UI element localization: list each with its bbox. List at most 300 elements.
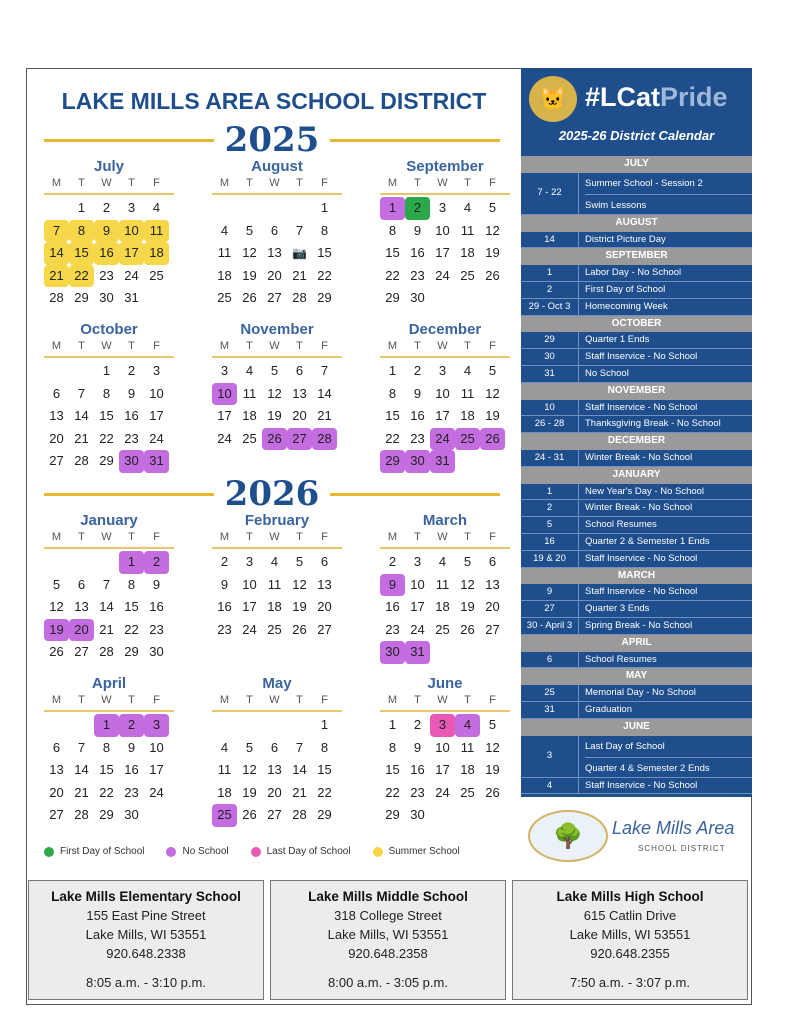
day-cell: 2 [127,363,136,378]
weekday-header [44,531,174,549]
event-date: 24 - 31 [521,450,579,466]
weekday-label: T [128,340,135,352]
month-name: November [240,321,314,338]
day-cell: 22 [385,784,400,800]
day-cell: 30 [119,450,144,473]
day-cell: 17 [435,762,450,777]
day-cell: 19 [242,267,257,283]
weekday-label: W [269,531,280,543]
day-cell: 6 [77,576,86,592]
event-row [521,534,752,551]
day-cell: 16 [410,408,425,423]
month-section-header: NOVEMBER [521,383,752,400]
day-cell: 11 [267,576,282,592]
day-cell: 15 [69,242,94,265]
weekday-label: F [153,531,160,543]
day-cell: 8 [388,222,397,238]
legend-label: No School [182,846,229,857]
month-name: September [406,158,484,175]
day-cell: 23 [410,784,425,800]
day-cell: 16 [385,599,400,614]
event-line: Summer School - Session 2 [585,177,703,189]
event-row [521,584,752,601]
day-cell: 1 [320,717,329,732]
day-cell: 20 [69,619,94,642]
day-cell: 15 [385,408,400,423]
weekday-label: W [269,177,280,189]
month-november [212,321,342,450]
event-date: 16 [521,534,579,550]
day-cell: 22 [385,267,400,283]
day-cell: 27 [74,644,89,659]
day-cell: 3 [430,714,455,737]
school-hours: 8:00 a.m. - 3:05 p.m. [328,975,448,990]
month-name: July [93,158,124,175]
day-cell: 12 [460,576,475,592]
legend-item [44,846,144,857]
day-cell: 23 [99,267,114,283]
day-cell: 20 [485,599,500,614]
event-desc: Staff Inservice - No School [585,401,698,413]
weekday-label: T [414,340,421,352]
event-row [521,736,752,778]
day-cell: 30 [124,807,139,822]
day-cell: 16 [410,245,425,260]
event-row [521,551,752,568]
day-cell: 7 [102,576,111,592]
day-cell: 7 [77,739,86,755]
blank-cell [262,197,287,220]
day-cell: 2 [102,200,111,215]
legend-dot-icon [373,847,383,857]
event-desc: Homecoming Week [585,300,668,312]
event-desc: Staff Inservice - No School [585,779,698,791]
day-cell: 4 [220,222,229,238]
day-cell: 18 [242,408,257,423]
event-row [521,332,752,349]
day-cell: 25 [435,621,450,637]
month-april [44,675,174,827]
day-cell: 9 [413,222,422,238]
day-cell: 20 [317,599,332,614]
day-cell: 5 [488,717,497,732]
event-date: 19 & 20 [521,551,579,567]
day-cell: 18 [217,267,232,283]
event-row [521,601,752,618]
event-desc: School Resumes [585,519,657,531]
weekday-label: F [153,340,160,352]
event-row [521,265,752,282]
event-date: 30 - April 3 [521,618,579,634]
weekday-label: T [414,177,421,189]
event-row [521,685,752,702]
day-cell: 4 [438,554,447,569]
weekday-label: M [387,340,398,352]
day-cell: 25 [460,267,475,283]
day-cell: 10 [212,383,237,406]
day-cell: 19 [485,245,500,260]
weekday-label: T [78,340,85,352]
day-cell: 31 [430,450,455,473]
weekday-header [44,340,174,358]
weekday-label: W [437,531,448,543]
event-row [521,500,752,517]
day-cell: 11 [217,762,232,777]
event-row [521,232,752,249]
day-cell: 25 [217,290,232,305]
day-cell: 3 [144,714,169,737]
day-cell: 27 [485,621,500,637]
day-cell: 8 [102,385,111,401]
event-row [521,652,752,669]
event-row [521,366,752,383]
day-cell: 25 [455,428,480,451]
day-cell: 26 [460,621,475,637]
weekday-label: W [101,694,112,706]
day-cell: 31 [124,290,139,305]
weekday-label: T [128,694,135,706]
day-cell: 23 [410,430,425,446]
day-cell: 2 [405,197,430,220]
event-desc: Staff Inservice - No School [585,552,698,564]
day-grid [44,714,169,827]
day-cell: 11 [460,385,475,401]
day-cell: 24 [242,621,257,637]
event-date: 25 [521,685,579,701]
event-desc: Winter Break - No School [585,502,693,514]
day-cell: 10 [435,385,450,401]
weekday-label: T [128,177,135,189]
event-desc: First Day of School [585,283,666,295]
school-city: Lake Mills, WI 53551 [327,927,449,942]
day-cell: 17 [435,245,450,260]
weekday-label: T [78,694,85,706]
blank-cell [287,714,312,737]
day-cell: 25 [267,621,282,637]
day-cell: 21 [317,408,332,423]
weekday-label: T [296,340,303,352]
weekday-label: F [489,177,496,189]
school-phone: 920.648.2355 [590,946,670,961]
event-date: 30 [521,349,579,365]
month-section-header: OCTOBER [521,316,752,333]
day-cell: 7 [295,739,304,755]
event-date: 29 - Oct 3 [521,299,579,315]
weekday-label: T [414,694,421,706]
day-cell: 29 [317,290,332,305]
weekday-label: W [269,340,280,352]
legend-label: Last Day of School [266,846,351,857]
day-cell: 19 [44,619,69,642]
day-grid [212,360,337,450]
day-cell: 27 [287,428,312,451]
day-cell: 12 [485,739,500,755]
day-cell: 5 [295,554,304,569]
day-cell: 12 [49,599,64,614]
day-cell: 17 [149,408,164,423]
day-cell: 11 [144,220,169,243]
page-title: LAKE MILLS AREA SCHOOL DISTRICT [61,88,487,114]
day-cell: 29 [385,807,400,822]
day-cell: 16 [149,599,164,614]
event-desc: School Resumes [585,653,657,665]
day-cell: 19 [485,762,500,777]
legend-label: First Day of School [60,846,145,857]
month-september [380,158,510,310]
event-desc: Winter Break - No School [585,451,693,463]
day-grid [380,551,505,664]
day-cell: 14 [292,762,307,777]
day-cell: 21 [44,265,69,288]
day-cell: 4 [270,554,279,569]
day-cell: 11 [460,222,475,238]
day-cell: 23 [217,621,232,637]
legend-dot-icon [44,847,54,857]
weekday-label: M [219,531,230,543]
hashtag-part: Pride [660,82,728,112]
event-desc: No School [585,367,629,379]
year-label: 2026 [224,474,320,514]
day-cell: 11 [435,576,450,592]
day-cell: 19 [292,599,307,614]
weekday-header [380,531,510,549]
day-cell: 1 [94,714,119,737]
legend-dot-icon [166,847,176,857]
blank-cell [69,551,94,574]
blank-cell [44,197,69,220]
day-grid [212,197,337,310]
day-cell: 22 [69,265,94,288]
weekday-label: T [78,531,85,543]
month-section-header: JANUARY [521,467,752,484]
weekday-label: W [101,177,112,189]
event-date: 3 [521,736,579,777]
weekday-label: T [246,340,253,352]
legend-item [166,846,228,857]
day-cell: 4 [152,200,161,215]
sidebar-subtitle: 2025-26 District Calendar [558,128,715,143]
weekday-label: T [246,177,253,189]
day-cell: 10 [149,739,164,755]
day-cell: 25 [212,804,237,827]
event-date: 27 [521,601,579,617]
month-january [44,512,174,664]
month-name: June [427,675,463,692]
school-name: Lake Mills Elementary School [51,889,241,904]
day-cell: 10 [435,739,450,755]
day-cell: 10 [119,220,144,243]
event-list [521,156,752,794]
day-cell: 23 [149,621,164,637]
event-date: 2 [521,500,579,516]
day-cell: 4 [463,363,472,378]
day-cell: 4 [463,200,472,215]
blank-cell [287,197,312,220]
month-march [380,512,510,664]
event-row [521,450,752,467]
day-grid [380,360,505,473]
day-cell: 6 [320,554,329,569]
day-cell: 21 [292,267,307,283]
weekday-header [212,340,342,358]
day-cell: 29 [385,290,400,305]
day-cell: 8 [388,385,397,401]
weekday-label: W [101,340,112,352]
blank-cell [212,197,237,220]
school-street: 155 East Pine Street [86,908,206,923]
day-cell: 26 [242,290,257,305]
weekday-label: F [153,177,160,189]
day-cell: 24 [217,430,232,446]
event-row [521,299,752,316]
day-cell: 14 [317,385,332,401]
day-cell: 4 [220,739,229,755]
school-info-card [512,880,748,1000]
school-hours: 7:50 a.m. - 3:07 p.m. [570,975,690,990]
day-cell: 6 [488,554,497,569]
day-cell: 15 [99,762,114,777]
month-name: August [251,158,303,175]
weekday-label: W [437,340,448,352]
event-date: 31 [521,366,579,382]
day-cell: 11 [242,385,257,401]
day-cell: 8 [320,222,329,238]
day-cell: 18 [460,408,475,423]
month-october [44,321,174,473]
event-date: 14 [521,232,579,248]
school-hours: 8:05 a.m. - 3:10 p.m. [86,975,206,990]
weekday-label: F [321,531,328,543]
event-date: 29 [521,332,579,348]
day-cell: 16 [124,762,139,777]
day-cell: 26 [485,784,500,800]
event-date: 2 [521,282,579,298]
day-cell: 9 [152,576,161,592]
event-desc: Graduation [585,703,633,715]
weekday-header [380,177,510,195]
year-label: 2025 [224,120,320,160]
month-name: May [262,675,292,692]
school-name: Lake Mills High School [556,889,704,904]
day-cell: 2 [220,554,229,569]
day-cell: 22 [317,784,332,800]
day-cell: 30 [149,644,164,659]
day-cell: 1 [119,551,144,574]
event-desc: Quarter 2 & Semester 1 Ends [585,535,710,547]
day-cell: 2 [413,717,422,732]
day-cell: 28 [74,807,89,822]
day-cell: 9 [413,385,422,401]
day-cell: 20 [267,267,282,283]
day-cell: 18 [217,784,232,800]
day-cell: 15 [317,762,332,777]
weekday-header [44,694,174,712]
day-grid [212,714,337,827]
weekday-label: W [437,177,448,189]
day-cell: 22 [124,621,139,637]
day-cell: 11 [217,245,232,260]
day-cell: 23 [124,430,139,446]
event-date: 1 [521,265,579,281]
day-cell: 14 [44,242,69,265]
district-calendar-sidebar [521,68,752,797]
weekday-header [212,694,342,712]
day-cell: 24 [149,784,164,800]
day-cell: 15 [385,762,400,777]
camera-icon: 📷 [292,246,307,260]
weekday-label: T [464,177,471,189]
weekday-label: T [296,694,303,706]
legend-item [251,846,351,857]
weekday-label: M [387,531,398,543]
day-cell: 1 [388,363,397,378]
day-cell: 14 [74,762,89,777]
day-cell: 24 [435,267,450,283]
month-name: October [80,321,138,338]
school-city: Lake Mills, WI 53551 [569,927,691,942]
weekday-label: W [269,694,280,706]
school-city: Lake Mills, WI 53551 [85,927,207,942]
day-cell: 27 [49,807,64,822]
day-grid [212,551,337,641]
day-cell: 21 [74,784,89,800]
month-section-header: APRIL [521,635,752,652]
day-grid [380,197,505,310]
month-may [212,675,342,827]
weekday-label: M [219,340,230,352]
month-section-header: MAY [521,668,752,685]
day-cell: 18 [144,242,169,265]
day-cell: 23 [385,621,400,637]
day-cell: 30 [405,450,430,473]
day-cell: 30 [380,641,405,664]
day-cell: 6 [52,385,61,401]
event-desc: Spring Break - No School [585,619,693,631]
day-cell: 27 [267,290,282,305]
event-row [521,416,752,433]
weekday-label: T [128,531,135,543]
day-cell: 9 [380,574,405,597]
event-date: 26 - 28 [521,416,579,432]
day-cell: 20 [49,784,64,800]
day-cell: 3 [438,363,447,378]
legend-label: Summer School [388,846,460,857]
event-desc [579,173,752,214]
day-cell: 17 [217,408,232,423]
day-cell: 19 [485,408,500,423]
day-cell: 27 [49,453,64,468]
day-cell: 31 [405,641,430,664]
year-2026-header [44,474,500,514]
school-street: 318 College Street [334,908,442,923]
event-row [521,173,752,215]
event-row [521,400,752,417]
weekday-label: T [296,177,303,189]
wildcat-mascot-icon: 🐱 [529,76,577,122]
day-cell: 11 [460,739,475,755]
day-cell: 6 [270,222,279,238]
day-cell: 21 [99,621,114,637]
day-cell: 17 [242,599,257,614]
day-cell: 14 [74,408,89,423]
weekday-label: T [464,694,471,706]
day-cell: 15 [99,408,114,423]
weekday-label: F [321,694,328,706]
day-cell: 3 [220,363,229,378]
tree-emblem-icon: 🌳 [528,810,608,862]
day-cell: 25 [460,784,475,800]
legend [44,846,514,857]
